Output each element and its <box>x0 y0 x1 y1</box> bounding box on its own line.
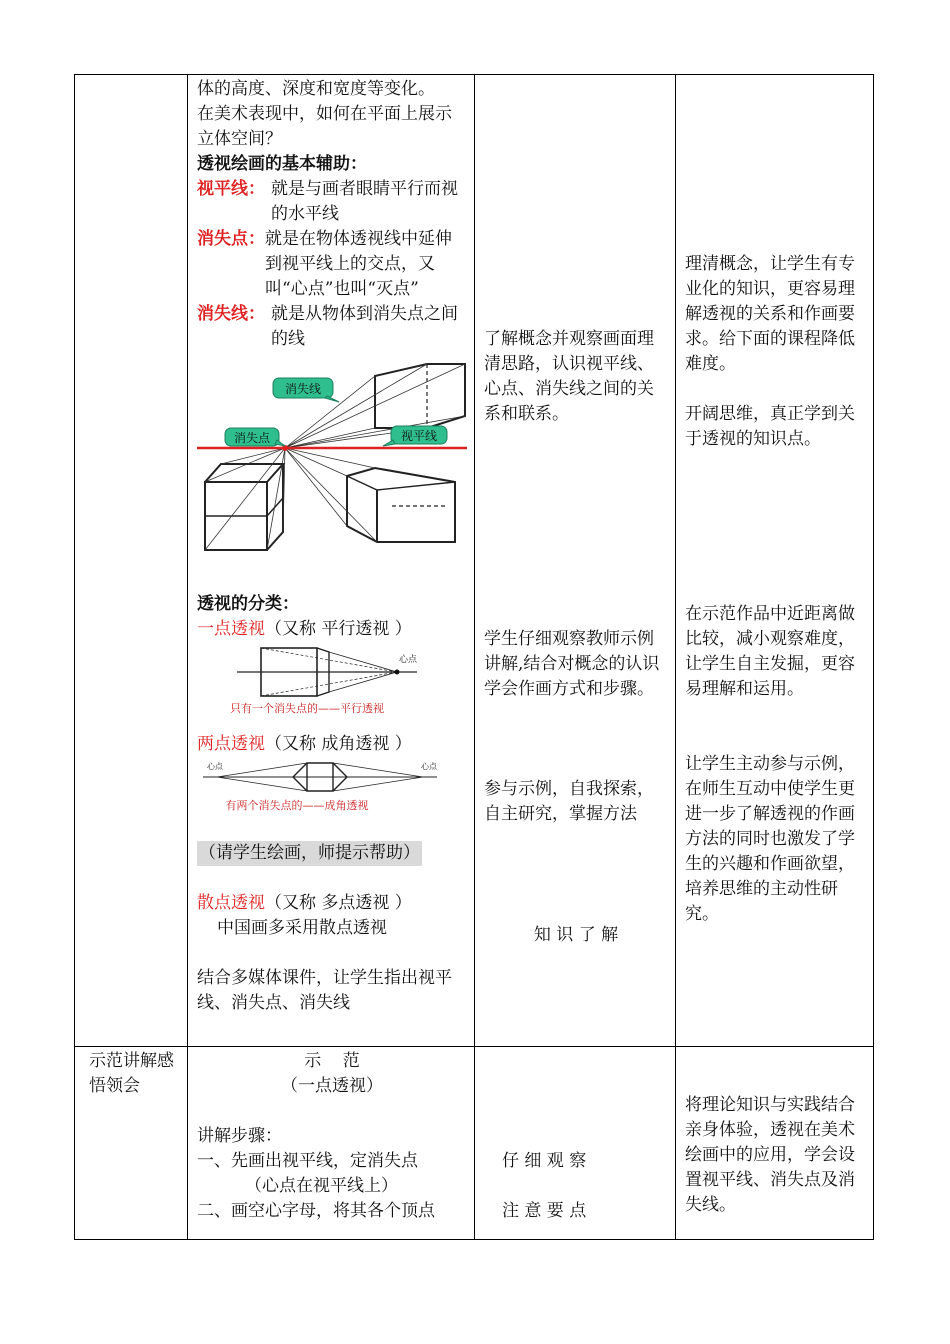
row2-activity-observe: 仔 细 观 察 <box>502 1151 587 1171</box>
one-point-vp-label: 心点 <box>399 655 418 665</box>
closing-text: 结合多媒体课件，让学生指出视平线、消失点、消失线 <box>197 968 452 1013</box>
vp-def: 就是在物体透视线中延伸到视平线上的交点，又叫“心点”也叫“灭点” <box>265 229 452 299</box>
two-point-line <box>197 732 467 757</box>
intro-question: 在美术表现中，如何在平面上展示立体空间？ <box>197 104 452 149</box>
callout-vanishing-line-text: 消失线 <box>284 382 322 396</box>
intro-text: 体的高度、深度和宽度等变化。 <box>197 79 435 99</box>
demo-subtitle: （一点透视） <box>281 1076 383 1096</box>
callout-horizon-text: 视平线 <box>400 429 438 443</box>
one-point-alias: （又称 平行透视 ） <box>265 619 412 639</box>
row2-content-cell <box>197 1049 467 1224</box>
vanishing-point-definition <box>197 227 467 302</box>
two-point-alias: （又称 成角透视 ） <box>265 734 412 754</box>
vl-def: 就是从物体到消失点之间的线 <box>271 304 458 349</box>
row2-stage-label: 示范讲解感悟领会 <box>89 1051 174 1096</box>
row-divider <box>75 1046 873 1047</box>
types-title: 透视的分类： <box>197 594 299 614</box>
student-activity-1: 了解概念并观察画面理清思路，认识视平线、心点、消失线之间的关系和联系。 <box>484 329 654 424</box>
one-point-caption: 只有一个消失点的——平行透视 <box>230 702 384 715</box>
scatter-alias: （又称 多点透视 ） <box>265 893 412 913</box>
horizon-def: 就是与画者眼睛平行而视的水平线 <box>271 179 458 224</box>
row1-content-cell <box>197 77 467 1016</box>
student-drawing-note: （请学生绘画，师提示帮助） <box>197 841 422 866</box>
step-1-note: （心点在视平线上） <box>245 1176 398 1196</box>
design-intent-4: 让学生主动参与示例，在师生互动中使学生更进一步了解透视的作画方法的同时也激发了学生的兴趣和作画欲望，培养思维的主动性研究。 <box>685 754 855 924</box>
two-point-term: 两点透视 <box>197 734 265 754</box>
student-activity-4: 知 识 了 解 <box>533 925 619 945</box>
two-point-caption: 有两个消失点的——成角透视 <box>225 799 369 812</box>
design-intent-3: 在示范作品中近距离做比较，减小观察难度，让学生自主发掘，更容易理解和运用。 <box>685 604 855 699</box>
steps-label: 讲解步骤： <box>197 1126 282 1146</box>
scatter-line <box>197 891 467 916</box>
aids-title: 透视绘画的基本辅助： <box>197 154 367 174</box>
horizon-definition <box>197 177 467 227</box>
one-point-diagram <box>197 642 457 718</box>
column-divider <box>474 75 475 1239</box>
row2-activity-points: 注 意 要 点 <box>502 1201 587 1221</box>
two-point-diagram <box>197 757 457 817</box>
student-activity-3: 参与示例，自我探索，自主研究，掌握方法 <box>484 779 654 824</box>
scatter-note: 中国画多采用散点透视 <box>217 918 387 938</box>
scatter-term: 散点透视 <box>197 893 265 913</box>
vanishing-line-definition <box>197 302 467 352</box>
two-point-vp-right-label: 心点 <box>421 762 437 771</box>
student-activity-2: 学生仔细观察教师示例讲解,结合对概念的认识学会作画方式和步骤。 <box>484 629 660 699</box>
row2-design-intent: 将理论知识与实践结合亲身体验，透视在美术绘画中的应用，学会设置视平线、消失点及消失线。 <box>685 1095 855 1215</box>
column-divider <box>187 75 188 1239</box>
callout-vanishing-point-text: 消失点 <box>233 431 271 445</box>
vp-term: 消失点： <box>197 229 265 249</box>
two-point-vp-left-label: 心点 <box>207 762 223 771</box>
step-1: 一、先画出视平线，定消失点 <box>197 1151 418 1171</box>
step-2: 二、画空心字母，将其各个顶点 <box>197 1201 435 1221</box>
perspective-diagram <box>197 356 467 566</box>
horizon-term: 视平线： <box>197 179 265 199</box>
design-intent-1: 理清概念，让学生有专业化的知识，更容易理解透视的关系和作画要求。给下面的课程降低难度。 <box>685 254 855 374</box>
column-divider <box>675 75 676 1239</box>
lesson-table <box>74 74 874 1240</box>
one-point-line <box>197 617 467 642</box>
vl-term: 消失线： <box>197 304 265 324</box>
design-intent-2: 开阔思维，真正学到关于透视的知识点。 <box>685 404 855 449</box>
demo-title: 示 范 <box>304 1051 360 1071</box>
one-point-term: 一点透视 <box>197 619 265 639</box>
